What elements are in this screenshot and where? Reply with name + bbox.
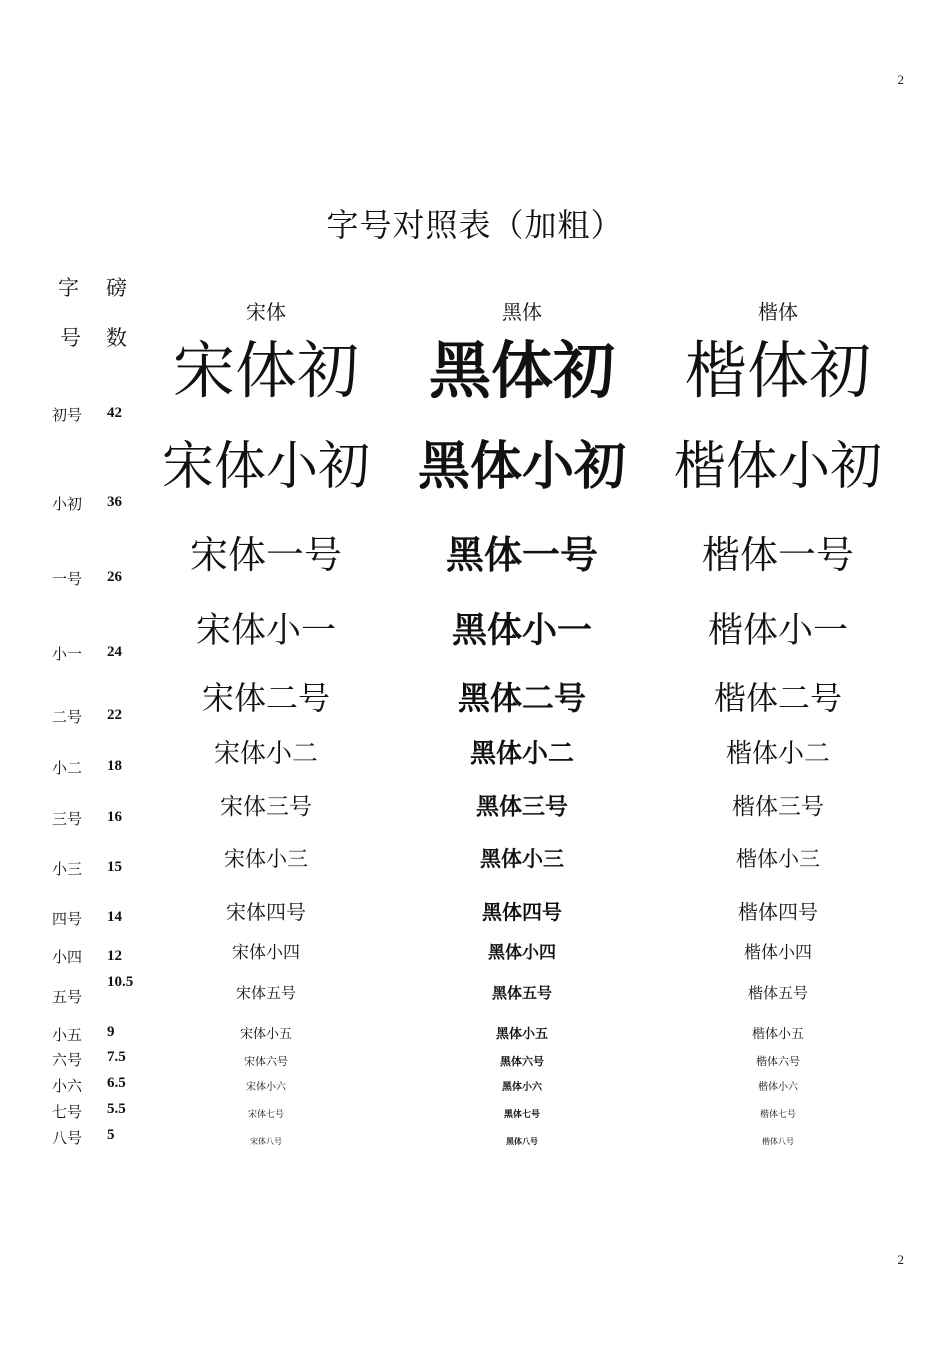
sample-heiti: 黑体六号 [500,1055,544,1068]
row-point-value: 18 [107,758,122,774]
sample-heiti: 黑体小六 [502,1082,542,1093]
header-hao: 号 [60,326,81,350]
row-size-name: 小六 [52,1077,83,1095]
sample-songti: 宋体八号 [250,1137,282,1146]
sample-songti: 宋体四号 [226,900,306,924]
header-zi: 字 [58,276,79,300]
sample-heiti: 黑体三号 [476,794,568,820]
row-size-name: 小四 [52,948,83,966]
sample-heiti: 黑体小三 [480,847,564,871]
sample-heiti: 黑体五号 [491,984,552,1002]
row-size-name: 初号 [52,406,83,424]
row-size-name: 六号 [52,1051,83,1069]
page-number-bottom: 2 [897,1252,904,1267]
row-size-name: 小五 [52,1026,83,1044]
row-size-name: 小三 [52,860,83,878]
sample-kaiti: 楷体初 [684,334,871,407]
sample-heiti: 黑体小五 [495,1027,548,1042]
row-size-name: 四号 [52,910,83,928]
sample-songti: 宋体小初 [161,437,370,497]
sample-heiti: 黑体七号 [503,1110,540,1120]
row-point-value: 6.5 [107,1075,126,1091]
row-point-value: 12 [107,948,122,964]
sample-kaiti: 楷体四号 [738,900,818,924]
sample-songti: 宋体小二 [213,739,318,769]
sample-heiti: 黑体四号 [482,900,562,924]
sample-kaiti: 楷体二号 [713,679,842,717]
sample-songti: 宋体初 [172,334,359,407]
sample-heiti: 黑体小四 [488,943,556,963]
row-size-name: 七号 [52,1103,83,1121]
row-point-value: 9 [107,1024,115,1040]
sample-songti: 宋体六号 [244,1055,288,1068]
sample-kaiti: 楷体小三 [736,847,820,871]
row-point-value: 16 [107,809,122,825]
row-size-name: 八号 [52,1129,83,1147]
row-size-name: 小二 [52,759,83,777]
sample-songti: 宋体小五 [239,1027,292,1042]
sample-kaiti: 楷体一号 [701,533,854,577]
row-size-name: 五号 [52,988,83,1006]
column-header-songti: 宋体 [246,300,286,324]
row-point-value: 22 [107,707,122,723]
row-size-name: 二号 [52,708,83,726]
sample-songti: 宋体二号 [201,679,330,717]
sample-songti: 宋体三号 [220,794,312,820]
sample-heiti: 黑体小二 [469,739,574,769]
row-size-name: 小初 [52,495,83,513]
sample-kaiti: 楷体六号 [756,1055,800,1068]
row-size-name: 一号 [52,570,83,588]
row-point-value: 7.5 [107,1049,126,1065]
column-header-kaiti: 楷体 [758,300,798,324]
sample-songti: 宋体小三 [224,847,308,871]
row-point-value: 5 [107,1127,115,1143]
row-size-name: 小一 [52,645,83,663]
sample-kaiti: 楷体七号 [759,1110,796,1120]
sample-kaiti: 楷体三号 [732,794,824,820]
row-point-value: 15 [107,859,122,875]
sample-kaiti: 楷体小初 [673,437,882,497]
sample-kaiti: 楷体小五 [751,1027,804,1042]
row-point-value: 5.5 [107,1101,126,1117]
sample-kaiti: 楷体五号 [747,984,808,1002]
sample-heiti: 黑体一号 [445,533,598,577]
sample-songti: 宋体一号 [189,533,342,577]
sample-heiti: 黑体小一 [451,611,592,651]
row-point-value: 42 [107,405,122,421]
row-size-name: 三号 [52,810,83,828]
sample-kaiti: 楷体小四 [744,943,812,963]
sample-heiti: 黑体初 [428,334,615,407]
sample-kaiti: 楷体小二 [725,739,830,769]
sample-songti: 宋体五号 [235,984,296,1002]
sample-heiti: 黑体二号 [457,679,586,717]
row-point-value: 36 [107,494,122,510]
sample-songti: 宋体小四 [232,943,300,963]
sample-songti: 宋体小一 [195,611,336,651]
row-point-value: 24 [107,644,122,660]
sample-kaiti: 楷体小六 [758,1082,798,1093]
column-header-heiti: 黑体 [502,300,542,324]
sample-songti: 宋体小六 [246,1082,286,1093]
sample-heiti: 黑体八号 [506,1137,538,1146]
row-point-value: 14 [107,909,122,925]
sample-kaiti: 楷体小一 [707,611,848,651]
page-number-top: 2 [897,72,904,87]
row-point-value: 10.5 [107,974,134,990]
header-shu: 数 [106,326,127,350]
header-bang: 磅 [106,276,127,300]
page-title: 字号对照表（加粗） [326,206,624,244]
sample-heiti: 黑体小初 [417,437,626,497]
sample-kaiti: 楷体八号 [762,1137,794,1146]
row-point-value: 26 [107,569,122,585]
sample-songti: 宋体七号 [247,1110,284,1120]
